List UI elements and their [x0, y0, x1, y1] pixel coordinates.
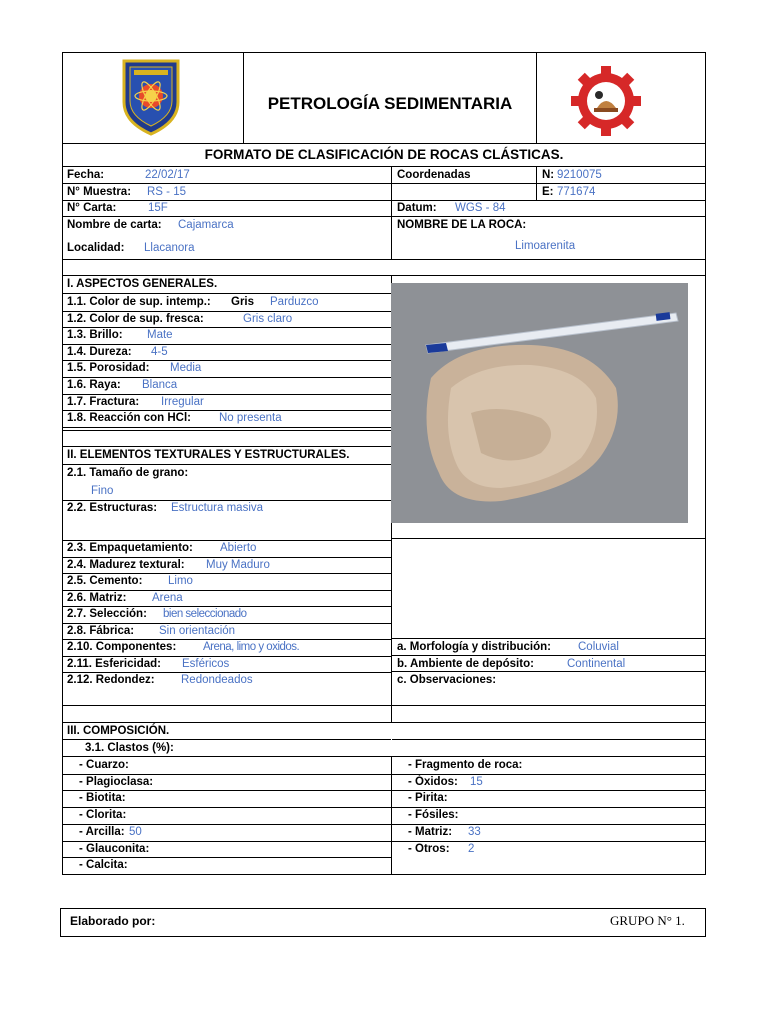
ambiente-label: a. Morfología y distribución: — [397, 641, 551, 653]
textura-value: Redondeados — [181, 674, 253, 686]
aspecto-value: Gris claro — [243, 312, 293, 325]
carta-value: 15F — [148, 202, 168, 214]
nombre-carta-value: Cajamarca — [178, 219, 234, 231]
ambiente-label: b. Ambiente de depósito: — [397, 657, 534, 670]
textura-label: 2.8. Fábrica: — [67, 624, 135, 637]
tamano-value: Fino — [91, 485, 114, 497]
clastos-label: 3.1. Clastos (%): — [85, 742, 174, 754]
textura-label: 2.4. Madurez textural: — [67, 558, 185, 571]
datum-label: Datum: — [397, 202, 437, 214]
clasto-label: - Calcita: — [79, 859, 128, 872]
aspecto-label: 1.6. Raya: — [67, 379, 121, 391]
aspecto-value: Parduzco — [270, 296, 319, 308]
aspecto-value: Irregular — [161, 395, 204, 408]
clasto-label: - Glauconita: — [79, 842, 150, 855]
aspecto-label: 1.1. Color de sup. intemp.: — [67, 296, 211, 308]
localidad-label: Localidad: — [67, 242, 125, 254]
aspecto-value: Blanca — [142, 379, 178, 391]
clasto-label: - Clorita: — [79, 809, 127, 822]
sec2-heading: II. ELEMENTOS TEXTURALES Y ESTRUCTURALES. — [67, 449, 350, 461]
textura-label: 2.12. Redondez: — [67, 674, 155, 686]
textura-label: 2.11. Esfericidad: — [67, 657, 161, 670]
aspecto-label: 1.3. Brillo: — [67, 329, 123, 342]
aspecto-label: 1.7. Fractura: — [67, 395, 140, 408]
clasto-label: - Cuarzo: — [79, 759, 129, 771]
carta-label: N° Carta: — [67, 202, 117, 214]
textura-label: 2.10. Componentes: — [67, 641, 177, 653]
sec1-heading: I. ASPECTOS GENERALES. — [67, 278, 218, 290]
textura-label: 2.6. Matriz: — [67, 591, 127, 604]
clasto-label: - Matriz: — [408, 825, 453, 838]
clasto-value: 33 — [468, 825, 481, 838]
aspecto-label: 1.4. Dureza: — [67, 345, 132, 358]
form-subtitle: FORMATO DE CLASIFICACIÓN DE ROCAS CLÁSTICAS. — [204, 147, 564, 162]
textura-label: 2.3. Empaquetamiento: — [67, 542, 193, 554]
textura-value: Sin orientación — [159, 624, 236, 637]
textura-value: Limo — [168, 575, 193, 587]
estructuras-value: Estructura masiva — [171, 502, 264, 514]
clasto-label: - Otros: — [408, 842, 450, 855]
muestra-label: N° Muestra: — [67, 186, 132, 198]
coordenadas-label: Coordenadas — [397, 169, 471, 181]
clasto-value: 50 — [129, 825, 142, 838]
nombre-roca-label: NOMBRE DE LA ROCA: — [397, 219, 527, 231]
fecha-value: 22/02/17 — [145, 169, 190, 181]
datum-value: WGS - 84 — [455, 202, 506, 214]
aspecto-value: Media — [170, 362, 202, 375]
textura-value: Esféricos — [182, 657, 230, 670]
n-label: N: — [542, 169, 555, 181]
n-value: 9210075 — [557, 169, 602, 181]
university-logo — [120, 58, 182, 136]
textura-label: 2.5. Cemento: — [67, 575, 143, 587]
clasto-label: - Biotita: — [79, 792, 126, 805]
e-label: E: — [542, 186, 554, 198]
gear-emblem-icon — [566, 64, 646, 138]
sec3-heading: III. COMPOSICIÓN. — [67, 725, 170, 737]
ambiente-value: Coluvial — [578, 641, 619, 653]
fecha-label: Fecha: — [67, 169, 105, 181]
ambiente-value: Continental — [567, 657, 626, 670]
clasto-label: - Pirita: — [408, 792, 448, 805]
localidad-value: Llacanora — [144, 242, 195, 254]
clasto-label: - Arcilla: — [79, 825, 125, 838]
header-divider-right — [536, 52, 537, 143]
aspecto-label: 1.2. Color de sup. fresca: — [67, 312, 204, 325]
e-value: 771674 — [557, 186, 596, 198]
grupo-label: GRUPO N° 1. — [610, 913, 685, 928]
elaborado-label: Elaborado por: — [70, 914, 156, 928]
clasto-value: 2 — [468, 842, 475, 855]
clasto-label: - Fósiles: — [408, 809, 459, 822]
nombre-roca-value: Limoarenita — [515, 240, 576, 252]
aspecto-value: 4-5 — [151, 345, 168, 358]
textura-value: Muy Maduro — [206, 558, 270, 571]
clasto-label: - Plagioclasa: — [79, 775, 154, 788]
clasto-label: - Óxidos: — [408, 775, 458, 788]
tamano-label: 2.1. Tamaño de grano: — [67, 467, 189, 479]
textura-value: bien seleccionado — [163, 608, 247, 620]
page-title: PETROLOGÍA SEDIMENTARIA — [267, 94, 513, 113]
textura-value: Arena, limo y oxidos. — [203, 641, 300, 653]
rock-sample-photo — [391, 283, 688, 523]
textura-value: Abierto — [220, 542, 257, 554]
ambiente-label: c. Observaciones: — [397, 674, 497, 686]
clasto-value: 15 — [470, 775, 483, 788]
aspecto-prefix: Gris — [231, 296, 255, 308]
aspecto-label: 1.5. Porosidad: — [67, 362, 150, 375]
clasto-label: - Fragmento de roca: — [408, 759, 523, 771]
textura-value: Arena — [152, 591, 183, 604]
aspecto-value: Mate — [147, 329, 173, 342]
aspecto-label: 1.8. Reacción con HCl: — [67, 412, 191, 425]
muestra-value: RS - 15 — [147, 186, 186, 198]
estructuras-label: 2.2. Estructuras: — [67, 502, 158, 514]
nombre-carta-label: Nombre de carta: — [67, 219, 162, 231]
textura-label: 2.7. Selección: — [67, 608, 147, 620]
aspecto-value: No presenta — [219, 412, 282, 425]
